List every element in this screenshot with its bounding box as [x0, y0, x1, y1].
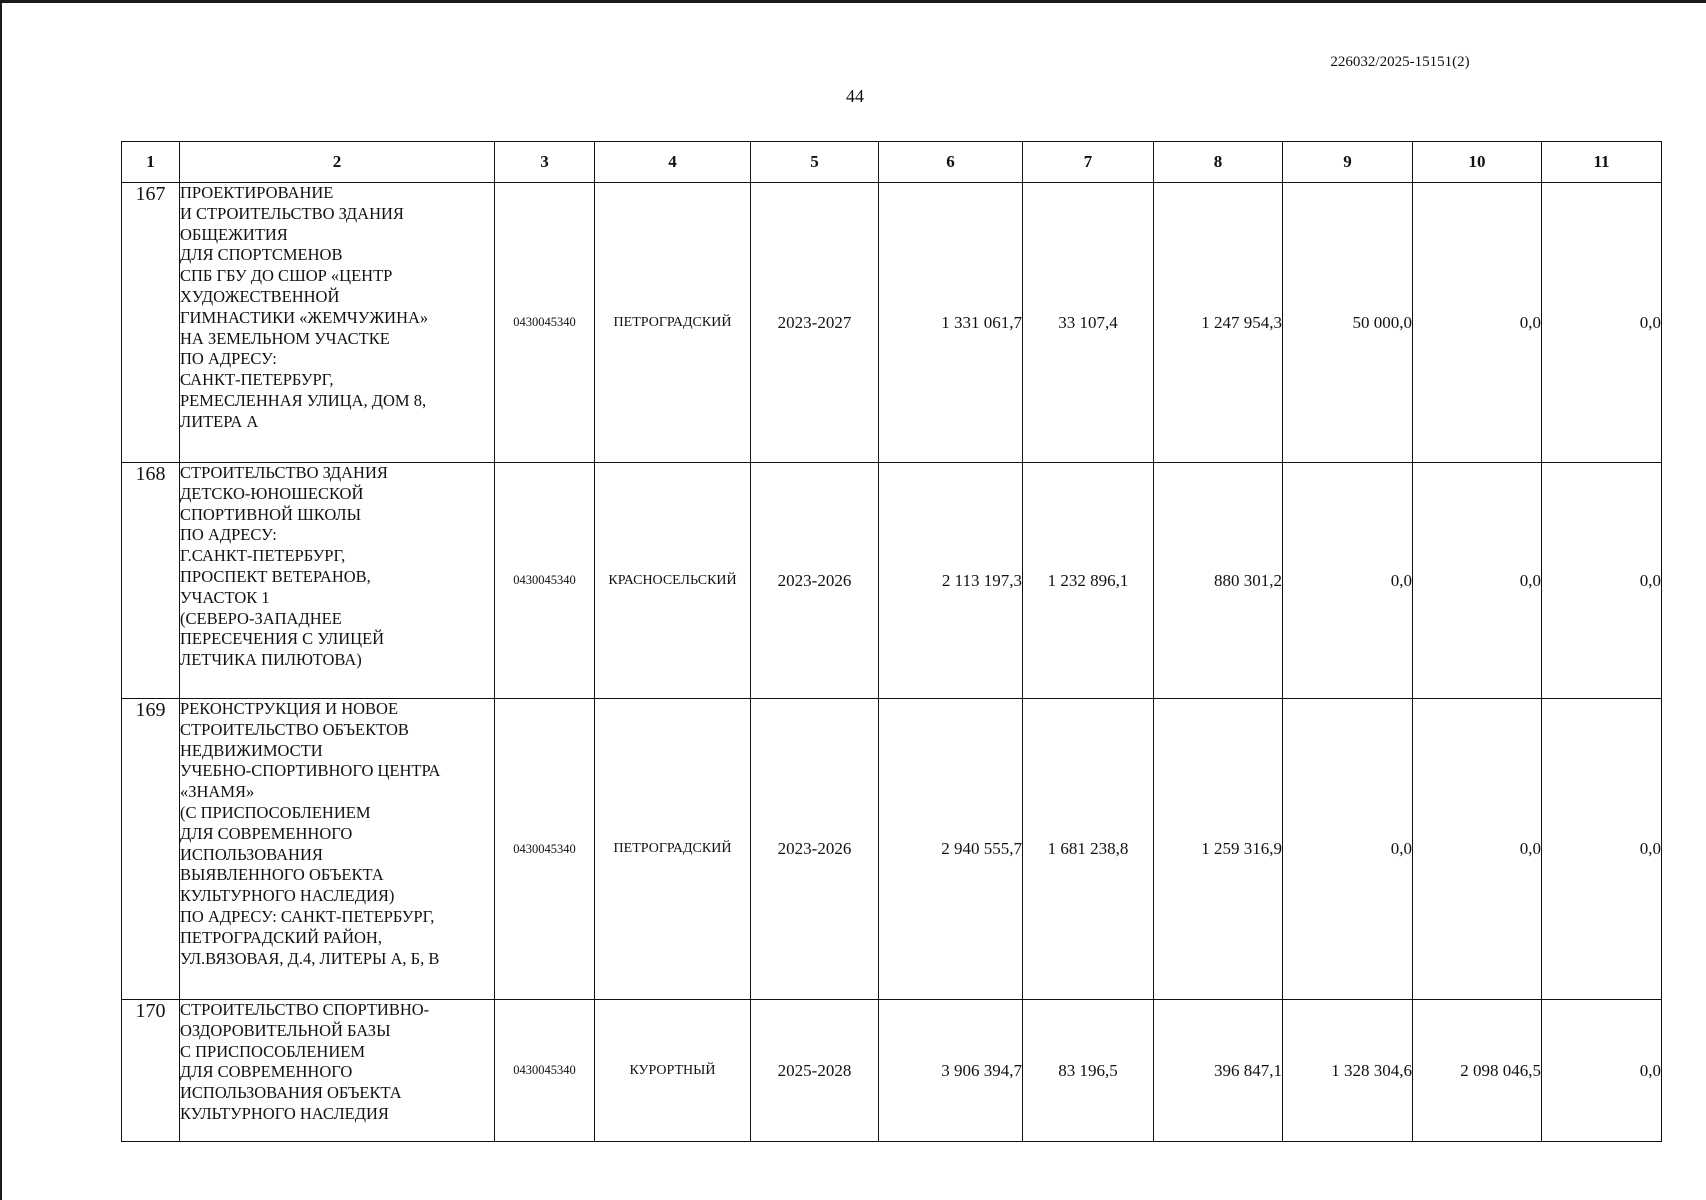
object-name: ПРОЕКТИРОВАНИЕ И СТРОИТЕЛЬСТВО ЗДАНИЯ ОБЩЕЖИТИЯ ДЛЯ СПОРТСМЕНОВ СПБ ГБУ ДО СШОР «ЦЕНТР ХУДОЖЕСТВЕННОЙ ГИМНАСТИКИ «ЖЕМЧУЖИНА» НА ЗЕМЕЛЬНОМ УЧАСТКЕ ПО АДРЕСУ: САНКТ-ПЕТЕРБУРГ, РЕМЕСЛЕННАЯ УЛИЦА, ДОМ 8, ЛИТЕРА А — [180, 183, 495, 463]
period: 2023-2027 — [751, 183, 879, 463]
value-col-9: 50 000,0 — [1283, 183, 1413, 463]
value-col-8: 1 247 954,3 — [1154, 183, 1283, 463]
value-col-10: 2 098 046,5 — [1413, 1000, 1542, 1142]
value-col-8: 880 301,2 — [1154, 463, 1283, 699]
value-col-8: 396 847,1 — [1154, 1000, 1283, 1142]
district: КУРОРТНЫЙ — [595, 1000, 751, 1142]
column-header-10: 10 — [1413, 142, 1542, 183]
value-col-11: 0,0 — [1542, 1000, 1662, 1142]
column-header-7: 7 — [1023, 142, 1154, 183]
district: ПЕТРОГРАДСКИЙ — [595, 183, 751, 463]
value-col-9: 1 328 304,6 — [1283, 1000, 1413, 1142]
value-col-8: 1 259 316,9 — [1154, 699, 1283, 1000]
object-code: 0430045340 — [495, 1000, 595, 1142]
period: 2023-2026 — [751, 463, 879, 699]
object-code: 0430045340 — [495, 183, 595, 463]
period: 2025-2028 — [751, 1000, 879, 1142]
column-header-2: 2 — [180, 142, 495, 183]
column-header-3: 3 — [495, 142, 595, 183]
row-number: 168 — [122, 463, 180, 699]
object-name: СТРОИТЕЛЬСТВО СПОРТИВНО- ОЗДОРОВИТЕЛЬНОЙ БАЗЫ С ПРИСПОСОБЛЕНИЕМ ДЛЯ СОВРЕМЕННОГО ИСПОЛЬЗОВАНИЯ ОБЪЕКТА КУЛЬТУРНОГО НАСЛЕДИЯ — [180, 1000, 495, 1142]
column-header-11: 11 — [1542, 142, 1662, 183]
table-row — [122, 463, 1662, 699]
period: 2023-2026 — [751, 699, 879, 1000]
value-col-6: 1 331 061,7 — [879, 183, 1023, 463]
document-number: 226032/2025-15151(2) — [1330, 54, 1470, 70]
value-col-9: 0,0 — [1283, 699, 1413, 1000]
table-row — [122, 1000, 1662, 1142]
table-row — [122, 699, 1662, 1000]
value-col-7: 83 196,5 — [1023, 1000, 1154, 1142]
value-col-6: 2 940 555,7 — [879, 699, 1023, 1000]
value-col-11: 0,0 — [1542, 463, 1662, 699]
object-code: 0430045340 — [495, 463, 595, 699]
table-header-row — [122, 142, 1662, 183]
value-col-9: 0,0 — [1283, 463, 1413, 699]
district: ПЕТРОГРАДСКИЙ — [595, 699, 751, 1000]
district: КРАСНОСЕЛЬСКИЙ — [595, 463, 751, 699]
scan-edge-top — [0, 0, 1706, 3]
row-number: 167 — [122, 183, 180, 463]
value-col-11: 0,0 — [1542, 183, 1662, 463]
row-number: 170 — [122, 1000, 180, 1142]
table-row — [122, 183, 1662, 463]
value-col-10: 0,0 — [1413, 463, 1542, 699]
value-col-10: 0,0 — [1413, 699, 1542, 1000]
program-table — [121, 141, 1662, 1142]
column-header-8: 8 — [1154, 142, 1283, 183]
column-header-5: 5 — [751, 142, 879, 183]
row-number: 169 — [122, 699, 180, 1000]
value-col-6: 3 906 394,7 — [879, 1000, 1023, 1142]
object-name: СТРОИТЕЛЬСТВО ЗДАНИЯ ДЕТСКО-ЮНОШЕСКОЙ СПОРТИВНОЙ ШКОЛЫ ПО АДРЕСУ: Г.САНКТ-ПЕТЕРБУРГ, ПРОСПЕКТ ВЕТЕРАНОВ, УЧАСТОК 1 (СЕВЕРО-ЗАПАДНЕЕ ПЕРЕСЕЧЕНИЯ С УЛИЦЕЙ ЛЕТЧИКА ПИЛЮТОВА) — [180, 463, 495, 699]
object-name: РЕКОНСТРУКЦИЯ И НОВОЕ СТРОИТЕЛЬСТВО ОБЪЕКТОВ НЕДВИЖИМОСТИ УЧЕБНО-СПОРТИВНОГО ЦЕНТРА «ЗНАМЯ» (С ПРИСПОСОБЛЕНИЕМ ДЛЯ СОВРЕМЕННОГО ИСПОЛЬЗОВАНИЯ ВЫЯВЛЕННОГО ОБЪЕКТА КУЛЬТУРНОГО НАСЛЕДИЯ) ПО АДРЕСУ: САНКТ-ПЕТЕРБУРГ, ПЕТРОГРАДСКИЙ РАЙОН, УЛ.ВЯЗОВАЯ, Д.4, ЛИТЕРЫ А, Б, В — [180, 699, 495, 1000]
column-header-9: 9 — [1283, 142, 1413, 183]
column-header-4: 4 — [595, 142, 751, 183]
value-col-6: 2 113 197,3 — [879, 463, 1023, 699]
value-col-10: 0,0 — [1413, 183, 1542, 463]
page-number: 44 — [846, 86, 864, 106]
value-col-7: 33 107,4 — [1023, 183, 1154, 463]
column-header-1: 1 — [122, 142, 180, 183]
value-col-7: 1 232 896,1 — [1023, 463, 1154, 699]
object-code: 0430045340 — [495, 699, 595, 1000]
value-col-7: 1 681 238,8 — [1023, 699, 1154, 1000]
column-header-6: 6 — [879, 142, 1023, 183]
value-col-11: 0,0 — [1542, 699, 1662, 1000]
scan-edge-left — [0, 0, 2, 1200]
